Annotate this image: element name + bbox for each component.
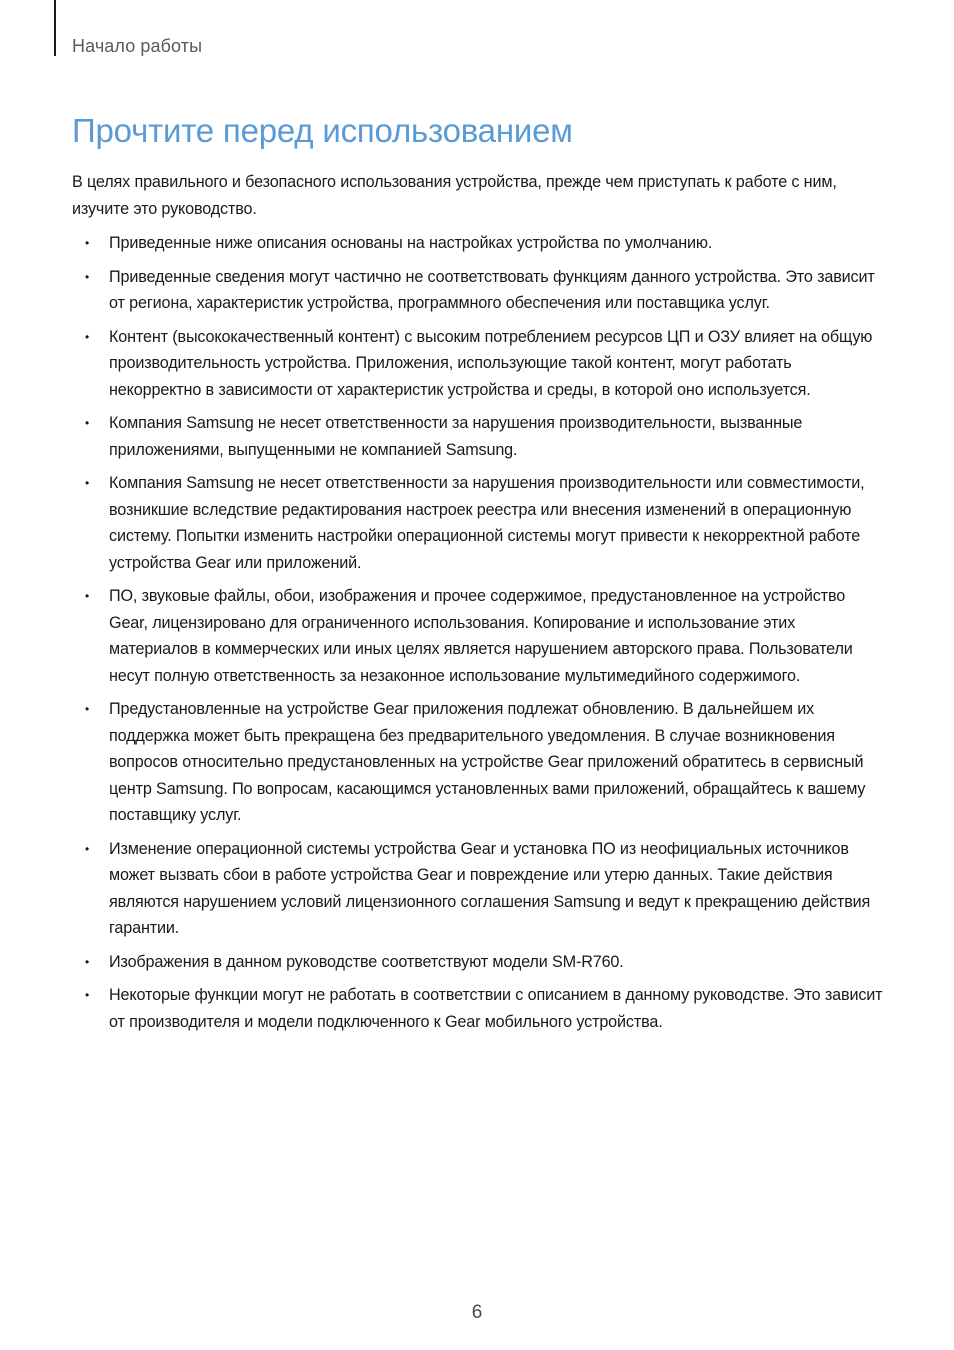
bullet-icon: • [85, 702, 90, 716]
list-item [72, 982, 884, 1035]
list-item-text: Некоторые функции могут не работать в соответствии с описанием в данному руководстве. Это зависит от производителя и модели подключенного к Gear мобильного устройства. [109, 986, 883, 1031]
list-item-text: Приведенные ниже описания основаны на настройках устройства по умолчанию. [109, 234, 713, 252]
section-label: Начало работы [72, 36, 203, 56]
page-title: Прочтите перед использованием [72, 112, 573, 149]
list-item-text: Предустановленные на устройстве Gear приложения подлежат обновлению. В дальнейшем их поддержка может быть прекращена без предварительного уведомления. В случае возникновения вопросов относительно предустановленных на устройстве Gear приложений обратитесь в сервисный центр Samsung. По вопросам, касающимся установленных вами приложений, обращайтесь к вашему поставщику услуг. [109, 700, 866, 824]
bullet-list [72, 230, 884, 1042]
bullet-icon: • [85, 954, 90, 969]
intro-paragraph: В целях правильного и безопасного использования устройства, прежде чем приступать к работе с ним, изучите это руководство. [72, 173, 837, 218]
list-item-text: Изменение операционной системы устройства Gear и установка ПО из неофициальных источников может вызвать сбои в работе устройства Gear и повреждение или утерю данных. Такие действия являются нарушением условий лицензионного соглашения Samsung и ведут к прекращению действия гарантии. [109, 839, 871, 937]
bullet-icon: • [85, 416, 90, 430]
bullet-icon: • [85, 269, 90, 284]
list-item-text: Контент (высококачественный контент) с высоким потреблением ресурсов ЦП и ОЗУ влияет на общую производительность устройства. Приложения, использующие такой контент, могут работать некорректно в зависимости от характеристик устройства и среды, в которой оно используется. [109, 327, 873, 399]
bullet-icon: • [85, 841, 90, 856]
list-item [72, 264, 884, 317]
bullet-icon: • [85, 476, 90, 490]
list-item-text: Компания Samsung не несет ответственности за нарушения производительности, вызванные приложениями, выпущенными не компанией Samsung. [109, 414, 803, 459]
list-item [72, 949, 884, 976]
list-item [72, 583, 884, 689]
bullet-icon: • [85, 589, 90, 603]
list-item [72, 836, 884, 942]
list-item [72, 324, 884, 404]
list-item [72, 410, 884, 463]
bullet-icon: • [85, 236, 90, 250]
list-item-text: ПО, звуковые файлы, обои, изображения и прочее содержимое, предустановленное на устройство Gear, лицензировано для ограниченного использования. Копирование и использование этих материалов в коммерческих или иных целях является нарушением авторского права. Пользователи несут полную ответственность за незаконное использование мультимедийного содержимого. [109, 587, 853, 685]
page-number: 6 [471, 1302, 483, 1323]
list-item [72, 230, 884, 257]
bullet-icon: • [85, 988, 90, 1002]
bullet-icon: • [85, 329, 90, 344]
list-item-text: Компания Samsung не несет ответственности за нарушения производительности или совместимости, возникшие вследствие редактирования настроек реестра или внесения изменений в операционную систему. Попытки изменить настройки операционной системы могут привести к некорректной работе устройства Gear или приложений. [109, 474, 865, 572]
header-rule [54, 0, 56, 56]
list-item [72, 470, 884, 576]
list-item-text: Приведенные сведения могут частично не соответствовать функциям данного устройства. Это зависит от региона, характеристик устройства, программного обеспечения или поставщика услуг. [109, 267, 875, 312]
list-item-text: Изображения в данном руководстве соответствуют модели SM-R760. [109, 952, 624, 971]
list-item [72, 696, 884, 829]
